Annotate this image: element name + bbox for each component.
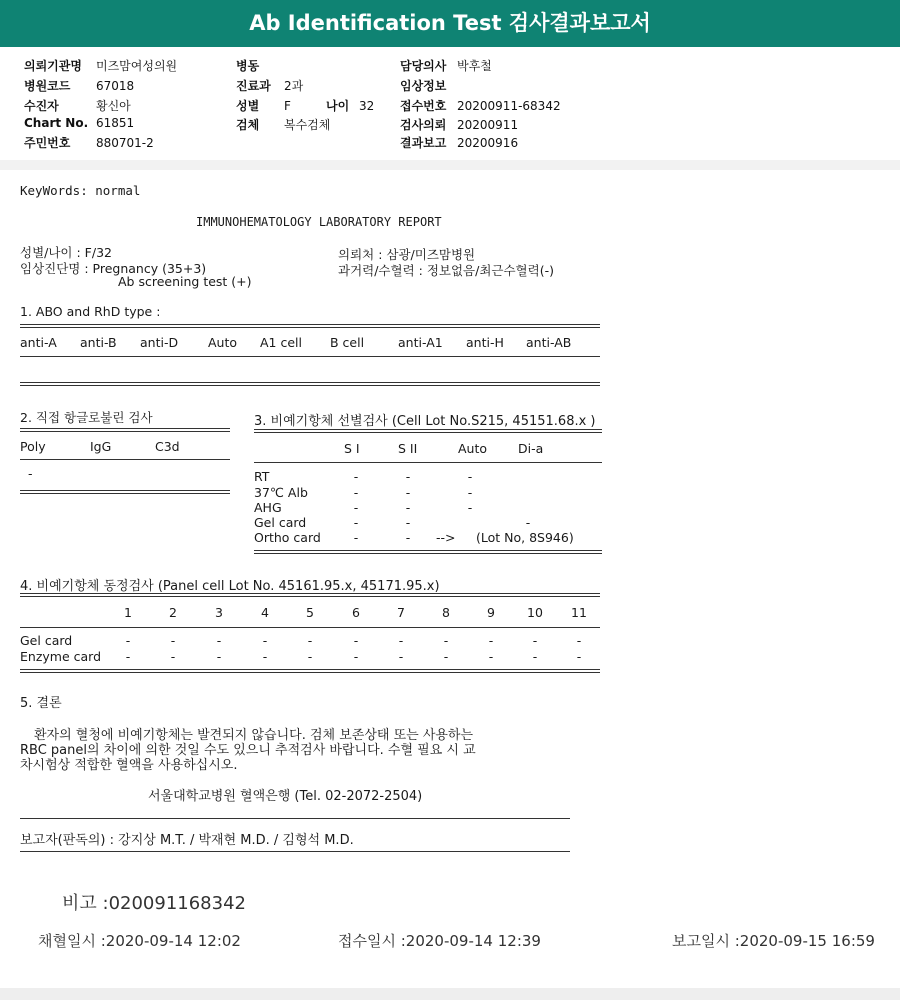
screen-cell: - xyxy=(353,469,359,484)
screen-col-header: S II xyxy=(398,441,418,456)
header-label: 수진자 xyxy=(24,99,59,113)
screen-cell: - xyxy=(353,530,359,545)
panel-cell: - xyxy=(488,649,494,664)
panel-cell: - xyxy=(443,649,449,664)
screen-col-header: Auto xyxy=(458,441,488,456)
panel-cell: - xyxy=(216,649,222,664)
panel-cell: - xyxy=(125,649,131,664)
section-1-title: 1. ABO and RhD type : xyxy=(20,304,161,319)
draw-time-label: 채혈일시 : xyxy=(38,932,106,950)
draw-time-value: 2020-09-14 12:02 xyxy=(105,932,241,950)
panel-cell: - xyxy=(170,649,176,664)
screen-cell: - xyxy=(467,469,473,484)
abo-col-header: A1 cell xyxy=(260,335,302,350)
panel-cell: - xyxy=(443,633,449,648)
panel-cell: - xyxy=(170,633,176,648)
conclusion-line: 환자의 혈청에 비예기항체는 발견되지 않습니다. 검체 보존상태 또는 사용하는 xyxy=(34,728,474,743)
section-5-title: 5. 결론 xyxy=(20,696,62,711)
panel-col-header: 4 xyxy=(261,605,269,620)
abo-col-header: anti-AB xyxy=(526,335,572,350)
header-label: 의뢰기관명 xyxy=(24,59,82,73)
screen-cell: - xyxy=(405,500,411,515)
receipt-time-label: 접수일시 : xyxy=(338,932,406,950)
screen-cell: - xyxy=(405,485,411,500)
keywords: KeyWords: normal xyxy=(20,183,141,198)
conclusion-line: RBC panel의 차이에 의한 것일 수도 있으니 추적검사 바랍니다. 수혈 필요 시 교 xyxy=(20,743,476,758)
panel-row-label: Enzyme card xyxy=(20,649,102,664)
transfusion-history: 과거력/수혈력 : 정보없음/최근수혈력(-) xyxy=(338,263,554,278)
abo-col-header: B cell xyxy=(330,335,365,350)
screen-cell: - xyxy=(353,500,359,515)
panel-cell: - xyxy=(216,633,222,648)
panel-cell: - xyxy=(125,633,131,648)
header-label: 병동 xyxy=(236,59,260,73)
header-value: 2과 xyxy=(284,79,304,93)
screen-cell: - xyxy=(405,469,411,484)
header-label: 성별 xyxy=(236,99,260,113)
header-value: 박후철 xyxy=(457,59,492,73)
header-value: 황신아 xyxy=(96,99,131,113)
header-value: 복수검체 xyxy=(284,118,331,132)
panel-cell: - xyxy=(307,649,313,664)
double-rule xyxy=(20,428,230,432)
header-value: 61851 xyxy=(96,116,135,130)
screen-row-label: 37℃ Alb xyxy=(254,485,308,500)
bottom-bar xyxy=(0,988,900,1000)
panel-cell: - xyxy=(576,633,582,648)
screen-cell: - xyxy=(467,485,473,500)
single-rule xyxy=(20,627,600,628)
clinical-diagnosis-2: Ab screening test (+) xyxy=(118,274,252,289)
single-rule xyxy=(20,818,570,819)
dat-value: - xyxy=(28,466,33,481)
screen-cell: (Lot No, 8S946) xyxy=(476,530,574,545)
screen-cell: - xyxy=(467,500,473,515)
conclusion-line: 차시험상 적합한 혈액을 사용하십시오. xyxy=(20,758,238,773)
requester: 의뢰처 : 삼광/미즈맘병원 xyxy=(338,247,476,262)
header-label: 접수번호 xyxy=(400,99,447,113)
double-rule xyxy=(20,669,600,673)
dat-col-header: IgG xyxy=(90,439,112,454)
panel-cell: - xyxy=(398,649,404,664)
double-rule xyxy=(20,490,230,494)
header-label: 나이 xyxy=(326,99,350,113)
dat-col-header: Poly xyxy=(20,439,46,454)
panel-col-header: 6 xyxy=(352,605,360,620)
header-value: 미즈맘여성의원 xyxy=(96,59,178,73)
panel-cell: - xyxy=(353,649,359,664)
panel-cell: - xyxy=(307,633,313,648)
abo-col-header: anti-B xyxy=(80,335,117,350)
report-heading: IMMUNOHEMATOLOGY LABORATORY REPORT xyxy=(196,215,442,229)
panel-cell: - xyxy=(488,633,494,648)
report-time xyxy=(672,930,875,951)
panel-col-header: 8 xyxy=(442,605,450,620)
panel-cell: - xyxy=(398,633,404,648)
panel-cell: - xyxy=(262,649,268,664)
single-rule xyxy=(254,462,602,463)
screen-cell: - xyxy=(405,530,411,545)
panel-col-header: 7 xyxy=(397,605,405,620)
panel-col-header: 3 xyxy=(215,605,223,620)
report-time-value: 2020-09-15 16:59 xyxy=(739,932,875,950)
screen-cell: - xyxy=(405,515,411,530)
receipt-time-value: 2020-09-14 12:39 xyxy=(405,932,541,950)
screen-cell: - xyxy=(353,485,359,500)
note-value: 020091168342 xyxy=(108,893,246,914)
panel-cell: - xyxy=(532,649,538,664)
panel-cell: - xyxy=(262,633,268,648)
panel-col-header: 10 xyxy=(527,605,543,620)
panel-col-header: 1 xyxy=(124,605,132,620)
header-value: 20200916 xyxy=(457,136,519,150)
sex-age: 성별/나이 : F/32 xyxy=(20,245,112,260)
abo-col-header: anti-A1 xyxy=(398,335,443,350)
single-rule xyxy=(20,356,600,357)
panel-cell: - xyxy=(532,633,538,648)
screen-cell: - xyxy=(353,515,359,530)
screen-col-header: S I xyxy=(344,441,360,456)
panel-cell: - xyxy=(353,633,359,648)
panel-col-header: 2 xyxy=(169,605,177,620)
dat-col-header: C3d xyxy=(155,439,180,454)
receipt-time xyxy=(338,930,541,951)
double-rule xyxy=(254,429,602,433)
header-label: 담당의사 xyxy=(400,59,447,73)
double-rule xyxy=(20,324,600,328)
header-value: F xyxy=(284,99,291,113)
screen-cell: --> xyxy=(436,530,456,545)
abo-col-header: anti-A xyxy=(20,335,57,350)
screen-cell: - xyxy=(525,515,531,530)
header-label: 검체 xyxy=(236,118,260,132)
screen-row-label: Gel card xyxy=(254,515,307,530)
header-label: 임상정보 xyxy=(400,79,447,93)
header-label: 병원코드 xyxy=(24,79,71,93)
section-4-title: 4. 비예기항체 동정검사 (Panel cell Lot No. 45161.95.x, 45171.95.x) xyxy=(20,579,440,594)
header-label: Chart No. xyxy=(24,116,89,130)
header-value: 880701-2 xyxy=(96,136,154,150)
header-value: 20200911 xyxy=(457,118,519,132)
screen-row-label: AHG xyxy=(254,500,282,515)
report-time-label: 보고일시 : xyxy=(672,932,740,950)
single-rule xyxy=(20,851,570,852)
panel-col-header: 11 xyxy=(571,605,587,620)
clinical-diagnosis: 임상진단명 : Pregnancy (35+3) xyxy=(20,261,207,276)
report-title: Ab Identification Test 검사결과보고서 xyxy=(0,0,900,47)
double-rule xyxy=(20,382,600,386)
panel-cell: - xyxy=(576,649,582,664)
header-label: 진료과 xyxy=(236,79,271,93)
divider xyxy=(0,160,900,170)
panel-col-header: 5 xyxy=(306,605,314,620)
panel-row-label: Gel card xyxy=(20,633,73,648)
draw-time xyxy=(38,930,241,951)
abo-col-header: Auto xyxy=(208,335,238,350)
header-value: 32 xyxy=(359,99,375,113)
header-label: 검사의뢰 xyxy=(400,118,447,132)
section-3-title: 3. 비예기항체 선별검사 (Cell Lot No.S215, 45151.68.x ) xyxy=(254,414,596,429)
double-rule xyxy=(20,593,600,597)
section-2-title: 2. 직접 항글로불린 검사 xyxy=(20,410,153,425)
header-label: 주민번호 xyxy=(24,136,71,150)
screen-row-label: RT xyxy=(254,469,270,484)
header-value: 67018 xyxy=(96,79,135,93)
note xyxy=(62,889,246,915)
blood-bank-contact: 서울대학교병원 혈액은행 (Tel. 02-2072-2504) xyxy=(148,789,423,804)
reporters: 보고자(판독의) : 강지상 M.T. / 박재현 M.D. / 김형석 M.D. xyxy=(20,833,354,848)
screen-col-header: Di-a xyxy=(518,441,544,456)
header-value: 20200911-68342 xyxy=(457,99,561,113)
single-rule xyxy=(20,459,230,460)
double-rule xyxy=(254,550,602,554)
screen-row-label: Ortho card xyxy=(254,530,321,545)
note-label: 비고 : xyxy=(62,893,109,914)
abo-col-header: anti-H xyxy=(466,335,504,350)
header-label: 결과보고 xyxy=(400,136,447,150)
panel-col-header: 9 xyxy=(487,605,495,620)
abo-col-header: anti-D xyxy=(140,335,179,350)
